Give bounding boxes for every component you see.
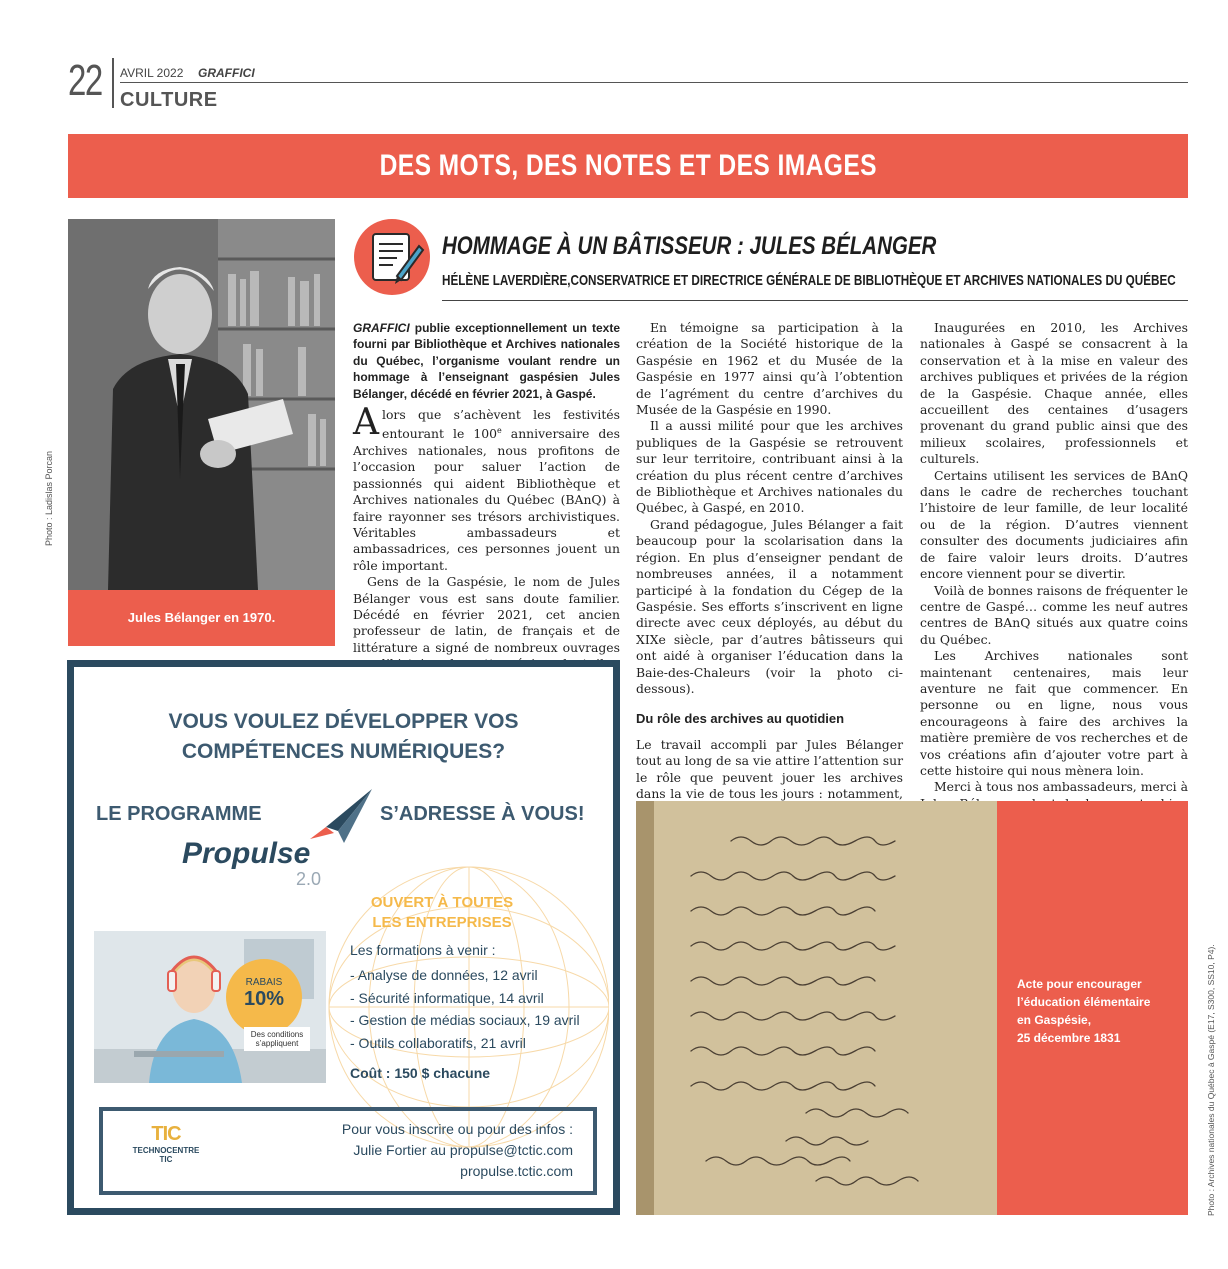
contact-text: Pour vous inscrire ou pour des infos : Julie Fortier au propulse@tctic.com propulse.tctic.com (293, 1119, 573, 1182)
courses-list (350, 964, 580, 1054)
discount-badge: RABAIS 10% (226, 959, 302, 1035)
banner-title: DES MOTS, DES NOTES ET DES IMAGES (379, 149, 877, 182)
article-intro (353, 320, 620, 402)
course-item: - Outils collaboratifs, 21 avril (350, 1034, 526, 1051)
intro-text: publie exceptionnellement un texte fourni par Bibliothèque et Archives nationales du Québec, l’organisme voulant rendre un hommage à l’enseignant gaspésien Jules Bélanger, décédé en février 2021, à Gaspé. (353, 321, 620, 401)
paragraph: Certains utilisent les services de BAnQ dans le cadre de recherches touchant l’histoire de leur famille, de leur localité ou de la région. D’autres viennent consulter des documents judiciaires afin de faire valoir leurs droits. D’autres encore viennent pour se divertir. (920, 467, 1188, 582)
header-divider (112, 58, 114, 108)
ad-program-right: S’ADRESSE À VOUS! (380, 803, 585, 825)
article-title: HOMMAGE À UN BÂTISSEUR : JULES BÉLANGER (442, 232, 937, 260)
paragraph: Alors que s’achèvent les festivités entourant le 100e anniversaire des Archives nationales, nous profitons de l’occasion pour saluer l’action de passionnés qui aident Bibliothèque et Archives nationales du Québec (BAnQ) à faire rayonner ses trésors archivistiques. Véritables ambassadeurs et ambassadrices, ces personnes jouent un rôle important. (353, 402, 620, 573)
article-column-2 (636, 320, 903, 852)
course-item: - Gestion de médias sociaux, 19 avril (350, 1012, 580, 1028)
course-item: - Sécurité informatique, 14 avril (350, 989, 544, 1006)
byline-rule (442, 300, 1188, 301)
paragraph: Inaugurées en 2010, les Archives nationales à Gaspé se consacrent à la conservation et à la mise en valeur des archives publiques et privées de la région de la Gaspésie. Chaque année, elles accueillent des centaines d’usagers provenant du grand public ainsi que des milieux scolaires, professionnels et culturels. (920, 320, 1188, 467)
scroll-quill-icon (353, 218, 431, 296)
document-caption-box (997, 801, 1188, 1215)
issue-date: AVRIL 2022 (120, 66, 184, 80)
header-rule (120, 82, 1188, 83)
document-caption: Acte pour encourager l’éducation élémentaire en Gaspésie, 25 décembre 1831 (1017, 977, 1151, 1045)
article-column-3 (920, 320, 1188, 855)
paragraph: Le travail accompli par Jules Bélanger tout au long de sa vie attire l’attention sur le rôle que peuvent jouer les archives dans la vie de tous les jours : notamment, (636, 736, 903, 801)
ad-open-to-all: OUVERT À TOUTES LES ENTREPRISES (370, 894, 514, 931)
ad-program-left: LE PROGRAMME (96, 803, 262, 825)
ad-panel (74, 667, 613, 1208)
conditions-note: Des conditions s’appliquent (244, 1027, 310, 1051)
course-cost: Coût : 150 $ chacune (350, 1065, 491, 1081)
article-byline: HÉLÈNE LAVERDIÈRE,CONSERVATRICE ET DIRECTRICE GÉNÉRALE DE BIBLIOTHÈQUE ET ARCHIVES NATIONALES DU QUÉBEC (442, 272, 1176, 289)
jules-belanger-photo (68, 219, 335, 590)
section-label: CULTURE (120, 89, 218, 111)
paragraph: Gens de la Gaspésie, le nom de Jules Bélanger vous est sans doute familier. Décédé en février 2021, cet ancien professeur de latin, de français et de littérature a signé de nombreux ouvrages (353, 574, 620, 655)
propulse-logo: Propulse (182, 837, 311, 870)
propulse-version: 2.0 (296, 869, 322, 889)
contact-website[interactable]: propulse.tctic.com (460, 1163, 573, 1179)
paragraph: Grand pédagogue, Jules Bélanger a fait beaucoup pour la scolarisation dans la région. En plus d’enseigner pendant de nombreuses années, il a notamment participé à la fondation du Cégep de la Gaspésie. Ses efforts s’inscrivent en ligne directe avec ceux déployés, au début du XIXe siècle, par d’autres bâtisseurs qui ont aidé à organiser l’éducation dans la Baie-des-Chaleurs (voir la photo ci-dessous). (636, 516, 903, 696)
handwritten-document-photo (636, 801, 997, 1215)
paper-plane-icon (304, 787, 374, 847)
publication-name: GRAFFICI (198, 66, 255, 80)
technocentre-logo: TIC TECHNOCENTRE TIC (132, 1123, 200, 1164)
courses-title: Les formations à venir : (350, 942, 496, 958)
paragraph: Les Archives nationales sont maintenant centenaires, mais leur aventure ne fait que commencer. En personne ou en ligne, nous vous encourageons à faire des archives la matière première de vos recherches et de vos créations afin d’ajouter votre part à cette histoire qui nous mènera loin. (920, 648, 1188, 778)
photo-caption: Jules Bélanger en 1970. (68, 590, 335, 646)
article-column-1 (353, 320, 620, 705)
paragraph: Merci à tous nos ambassadeurs, merci à (934, 779, 1188, 795)
paragraph: En témoigne sa participation à la création de la Société historique de la Gaspésie en 1962 et du Musée de la Gaspésie en 1977 ainsi qu’à l’obtention de l’agrément du centre d’archives du Musée de la Gaspésie en 1990. (636, 320, 903, 418)
paragraph: Voilà de bonnes raisons de fréquenter le centre de Gaspé… comme les neuf autres centres de BAnQ situés aux quatre coins du Québec. (920, 582, 1188, 647)
page-number: 22 (68, 56, 102, 105)
article-subhead: Du rôle des archives au quotidien (636, 711, 845, 727)
intro-lead: GRAFFICI (353, 321, 410, 335)
drop-cap: A (353, 402, 379, 444)
contact-email[interactable]: Julie Fortier au propulse@tctic.com (353, 1142, 573, 1158)
section-banner (68, 134, 1188, 198)
document-photo-credit: Photo : Archives nationales du Québec à Gaspé (E17, S300, SS10, P4). (1206, 944, 1216, 1216)
paragraph: Il a aussi milité pour que les archives publiques de la Gaspésie se retrouvent sur leur territoire, contribuant ainsi à la création du plus récent centre d’archives de Bibliothèque et Archives nationales du Québec, à Gaspé, en 2010. (636, 418, 903, 516)
course-item: - Analyse de données, 12 avril (350, 967, 538, 983)
ad-headline: VOUS VOULEZ DÉVELOPPER VOS COMPÉTENCES NUMÉRIQUES? (168, 710, 519, 763)
photo-credit: Photo : Ladislas Porcan (44, 450, 54, 546)
contact-box (99, 1107, 597, 1195)
propulse-advertisement (67, 660, 620, 1215)
